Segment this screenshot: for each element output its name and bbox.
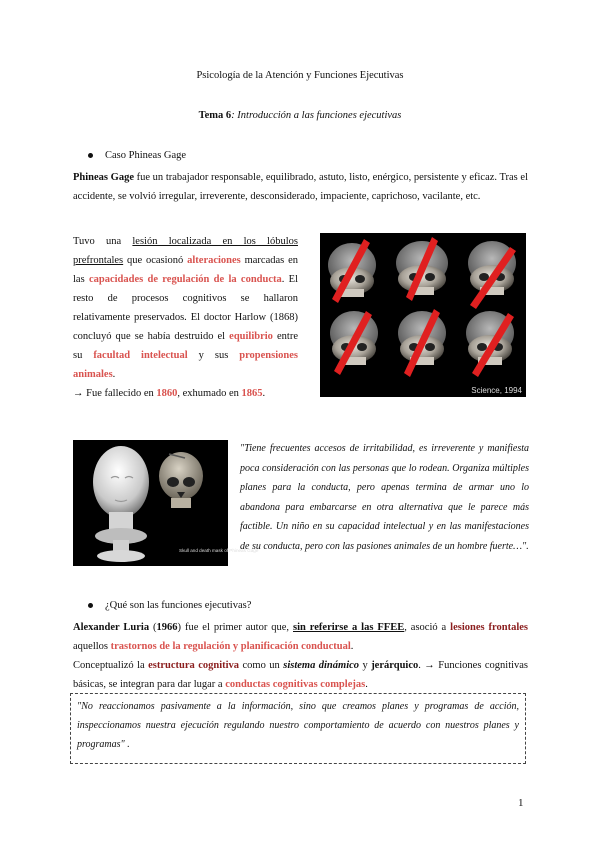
text: Conceptualizó la bbox=[73, 660, 149, 671]
gage-lesion-paragraph bbox=[73, 232, 298, 403]
text: . bbox=[262, 388, 266, 399]
page-number: 1 bbox=[518, 797, 524, 809]
highlight-propensiones: propensiones animales bbox=[73, 350, 298, 380]
mask-illustration bbox=[73, 440, 259, 566]
text: . El resto de procesos cognitivos se hallaron relativamente preservados. El doctor Harlow (1868) concluyó que se había destruido el bbox=[73, 274, 298, 342]
luria-year: 1966 bbox=[156, 622, 178, 633]
text: Tuvo una bbox=[73, 236, 133, 247]
gage-description: fue un trabajador responsable, equilibrado, astuto, listo, enérgico, persistente y eficaz. Tras el accidente, se volvió irregular, irreverente, desconsiderado, impaciente, caprichoso, vacilante, etc. bbox=[73, 172, 528, 202]
text: aquellos bbox=[73, 641, 111, 652]
text: . bbox=[112, 369, 116, 380]
text: , exhumado en bbox=[177, 388, 242, 399]
mask-caption: Skull and death mask of Phineas Gage bbox=[179, 548, 259, 553]
text: y bbox=[359, 660, 372, 671]
topic-label: Tema 6 bbox=[198, 110, 232, 121]
highlight-capacidades: capacidades de regulación de la conducta bbox=[88, 274, 282, 285]
text: ( bbox=[149, 622, 157, 633]
highlight-conductas: conductas cognitivas complejas bbox=[225, 679, 366, 690]
bullet-dot-icon bbox=[88, 603, 93, 608]
highlight-estructura: estructura cognitiva bbox=[148, 660, 240, 671]
bullet-ffee bbox=[88, 600, 251, 611]
bullet-label: ¿Qué son las funciones ejecutivas? bbox=[105, 600, 252, 611]
text: → Fue fallecido en bbox=[73, 388, 157, 399]
text: . bbox=[350, 641, 354, 652]
text: ) fue el primer autor que, bbox=[177, 622, 293, 633]
harlow-quote: "Tiene frecuentes accesos de irritabilidad, es irreverente y manifiesta poca consideración con las personas que lo rodean. Organiza múltiples planes para la conducta, pero apenas termina de armar uno lo abandona para embarcarse en otra alternativa que le parece más factible. Un niño en su capacidad intelectual y en las manifestaciones de su conducta, pero con las pasiones animales de un hombre fuerte…". bbox=[240, 443, 529, 552]
death-mask-image bbox=[73, 440, 259, 566]
highlight-equilibrio: equilibrio bbox=[229, 331, 273, 342]
highlight-lesiones-frontales: lesiones frontales bbox=[450, 622, 528, 633]
gage-skull bbox=[159, 452, 203, 508]
jerarquico: jerárquico bbox=[371, 660, 419, 671]
page-title: Psicología de la Atención y Funciones Ejecutivas bbox=[196, 70, 404, 81]
text: marcadas en las bbox=[73, 255, 298, 285]
plaster-bust bbox=[93, 446, 149, 562]
highlight-facultad: facultad intelectual bbox=[93, 350, 188, 361]
luria-name: Alexander Luria bbox=[73, 622, 150, 633]
lesion-text: lesión localizada en los lóbulos prefrontales bbox=[73, 236, 298, 266]
text: . → Funciones cognitivas básicas, se integran para dar lugar a bbox=[73, 660, 529, 690]
luria-quote-box: "No reaccionamos pasivamente a la información, sino que creamos planes y programas de acción, inspeccionamos nuestra ejecución regulando nuestro comportamiento de acuerdo con nuestros planes y programas" . bbox=[70, 693, 526, 764]
bullet-label: Caso Phineas Gage bbox=[105, 150, 187, 161]
skull-illustration bbox=[320, 233, 526, 397]
text: y sus bbox=[187, 350, 240, 361]
text: que ocasionó bbox=[123, 255, 188, 266]
sin-referirse-text: sin referirse a las FFEE bbox=[293, 622, 405, 633]
bullet-dot-icon bbox=[88, 153, 93, 158]
gage-name: Phineas Gage bbox=[73, 172, 134, 183]
text: entre su bbox=[73, 331, 298, 361]
sistema-dinamico: sistema dinámico bbox=[283, 660, 360, 671]
highlight-alteraciones: alteraciones bbox=[187, 255, 241, 266]
skull-caption: Science, 1994 bbox=[471, 386, 522, 395]
gage-intro-paragraph bbox=[73, 168, 528, 206]
text: como un bbox=[239, 660, 284, 671]
highlight-year-1865: 1865 bbox=[241, 388, 263, 399]
bullet-phineas bbox=[88, 150, 186, 161]
highlight-year-1860: 1860 bbox=[156, 388, 178, 399]
luria-paragraph bbox=[73, 618, 528, 694]
topic-heading bbox=[0, 110, 600, 121]
text: , asoció a bbox=[404, 622, 451, 633]
skull-reconstruction-image bbox=[320, 233, 526, 397]
highlight-trastornos: trastornos de la regulación y planificación conductual bbox=[110, 641, 351, 652]
topic-text: : Introducción a las funciones ejecutivas bbox=[231, 110, 402, 121]
text: . bbox=[365, 679, 368, 690]
